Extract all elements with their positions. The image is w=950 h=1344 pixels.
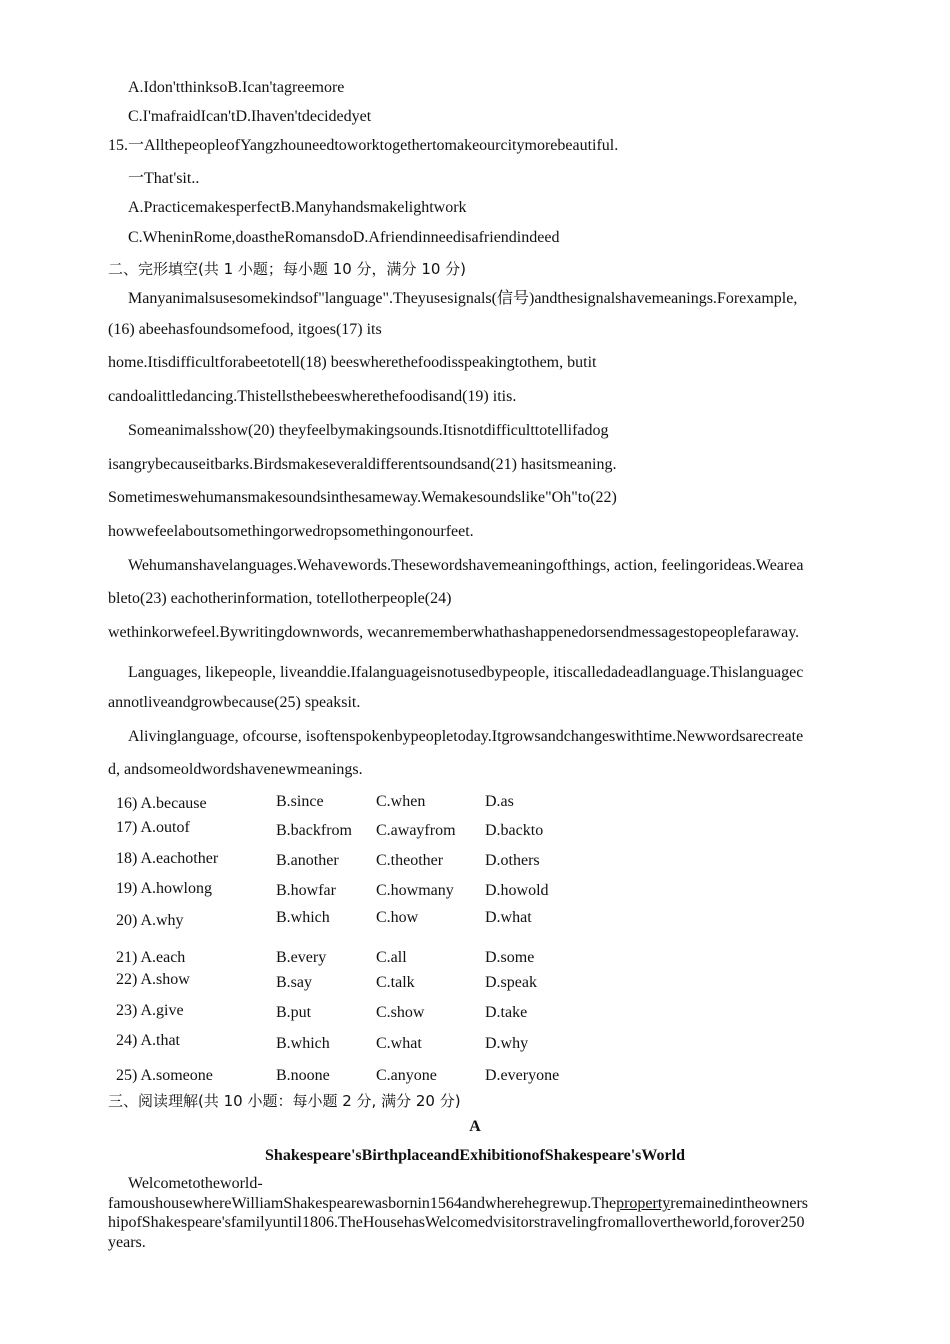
option-b: B.since: [276, 793, 324, 810]
passage-label: A: [469, 1118, 481, 1135]
passage-line-4: years.: [108, 1234, 146, 1251]
q15-options-line-1: A.PracticemakesperfectB.Manyhandsmakelightwork: [128, 199, 467, 216]
passage-line-2-post: remainedintheowners: [670, 1195, 809, 1212]
underlined-word: property: [616, 1195, 671, 1212]
cloze-p4-line-1: Languages, likepeople, liveanddie.Ifalanguageisnotusedbypeople, itiscalledadeadlanguage.Thislanguagec: [128, 664, 804, 681]
option-a: 18) A.eachother: [116, 850, 219, 867]
cloze-p1-line-1: Manyanimalsusesomekindsof"language".Theyusesignals(信号)andthesignalshavemeanings.Forexample,: [128, 290, 798, 307]
passage-line-1: Welcometotheworld-: [128, 1175, 263, 1192]
option-d: D.others: [485, 852, 540, 869]
q14-options-line-1: A.Idon'tthinksoB.Ican'tagreemore: [128, 79, 345, 96]
option-a: 22) A.show: [116, 971, 190, 988]
cloze-p1-line-3: home.Itisdifficultforabeetotell(18) beeswherethefoodisspeakingtothem, butit: [108, 354, 597, 371]
option-c: C.how: [376, 909, 419, 926]
cloze-p2-line-3: Sometimeswehumansmakesoundsinthesameway.Wemakesoundslike"Oh"to(22): [108, 489, 617, 506]
passage-line-3: hipofShakespeare'sfamilyuntil1806.TheHousehasWelcomedvisitorstravelingfromallovertheworld,forover250: [108, 1214, 805, 1231]
cloze-p3-line-3: wethinkorwefeel.Bywritingdownwords, wecanrememberwhathashappenedorsendmessagestopeoplefaraway.: [108, 624, 800, 641]
cloze-p5-line-2: d, andsomeoldwordshavenewmeanings.: [108, 761, 363, 778]
cloze-p3-line-1: Wehumanshavelanguages.Wehavewords.Thesewordshavemeaningofthings, action, feelingorideas.Wearea: [128, 557, 804, 574]
section-3-heading: 三、阅读理解(共 10 小题：每小题 2 分, 满分 20 分): [108, 1092, 461, 1110]
option-b: B.which: [276, 909, 330, 926]
passage-line-2-pre: famoushousewhereWilliamShakespearewasbornin1564andwherehegrewup.The: [108, 1195, 617, 1212]
cloze-p4-line-2: annotliveandgrowbecause(25) speaksit.: [108, 694, 361, 711]
q14-options-line-2: C.I'mafraidIcan'tD.Ihaven'tdecidedyet: [128, 108, 372, 125]
cloze-p1-line-2: (16) abeehasfoundsomefood, itgoes(17) its: [108, 321, 382, 338]
cloze-p5-line-1: Alivinglanguage, ofcourse, isoftenspokenbypeopletoday.Itgrowsandchangeswithtime.Newwordsarecreate: [128, 728, 804, 745]
option-c: C.howmany: [376, 882, 454, 899]
option-a: 19) A.howlong: [116, 880, 212, 897]
option-d: D.take: [485, 1004, 528, 1021]
section-2-heading: 二、完形填空(共 1 小题；每小题 10 分，满分 10 分): [108, 260, 467, 278]
option-d: D.what: [485, 909, 532, 926]
option-c: C.anyone: [376, 1067, 437, 1084]
option-c: C.theother: [376, 852, 444, 869]
option-b: B.which: [276, 1035, 330, 1052]
option-d: D.why: [485, 1035, 529, 1052]
option-c: C.show: [376, 1004, 425, 1021]
option-d: D.everyone: [485, 1067, 560, 1084]
option-c: C.awayfrom: [376, 822, 456, 839]
q15-question: 15.一AllthepeopleofYangzhouneedtoworktogethertomakeourcitymorebeautiful.: [108, 137, 619, 154]
option-a: 20) A.why: [116, 912, 184, 929]
passage-line-2: [108, 1194, 808, 1214]
option-d: D.as: [485, 793, 514, 810]
option-c: C.when: [376, 793, 426, 810]
option-c: C.what: [376, 1035, 422, 1052]
option-a: 16) A.because: [116, 795, 207, 812]
option-d: D.backto: [485, 822, 544, 839]
option-a: 24) A.that: [116, 1032, 180, 1049]
option-a: 25) A.someone: [116, 1067, 213, 1084]
option-a: 17) A.outof: [116, 819, 190, 836]
option-b: B.put: [276, 1004, 312, 1021]
option-d: D.speak: [485, 974, 537, 991]
passage-title: Shakespeare'sBirthplaceandExhibitionofShakespeare'sWorld: [265, 1147, 685, 1164]
cloze-p2-line-2: isangrybecauseitbarks.Birdsmakeseveraldifferentsoundsand(21) hasitsmeaning.: [108, 456, 617, 473]
option-d: D.howold: [485, 882, 549, 899]
option-a: 23) A.give: [116, 1002, 184, 1019]
option-a: 21) A.each: [116, 949, 186, 966]
option-c: C.talk: [376, 974, 415, 991]
option-b: B.noone: [276, 1067, 330, 1084]
cloze-p2-line-4: howwefeelaboutsomethingorwedropsomethingonourfeet.: [108, 523, 474, 540]
option-b: B.say: [276, 974, 312, 991]
option-c: C.all: [376, 949, 407, 966]
option-d: D.some: [485, 949, 535, 966]
q15-answer: 一That'sit..: [128, 170, 200, 187]
q15-options-line-2: C.WheninRome,doastheRomansdoD.Afriendinneedisafriendindeed: [128, 229, 560, 246]
cloze-p1-line-4: candoalittledancing.Thistellsthebeeswherethefoodisand(19) itis.: [108, 388, 517, 405]
cloze-p2-line-1: Someanimalsshow(20) theyfeelbymakingsounds.Itisnotdifficulttotellifadog: [128, 422, 609, 439]
cloze-p3-line-2: bleto(23) eachotherinformation, totellotherpeople(24): [108, 590, 452, 607]
option-b: B.another: [276, 852, 339, 869]
option-b: B.backfrom: [276, 822, 352, 839]
option-b: B.every: [276, 949, 327, 966]
option-b: B.howfar: [276, 882, 336, 899]
